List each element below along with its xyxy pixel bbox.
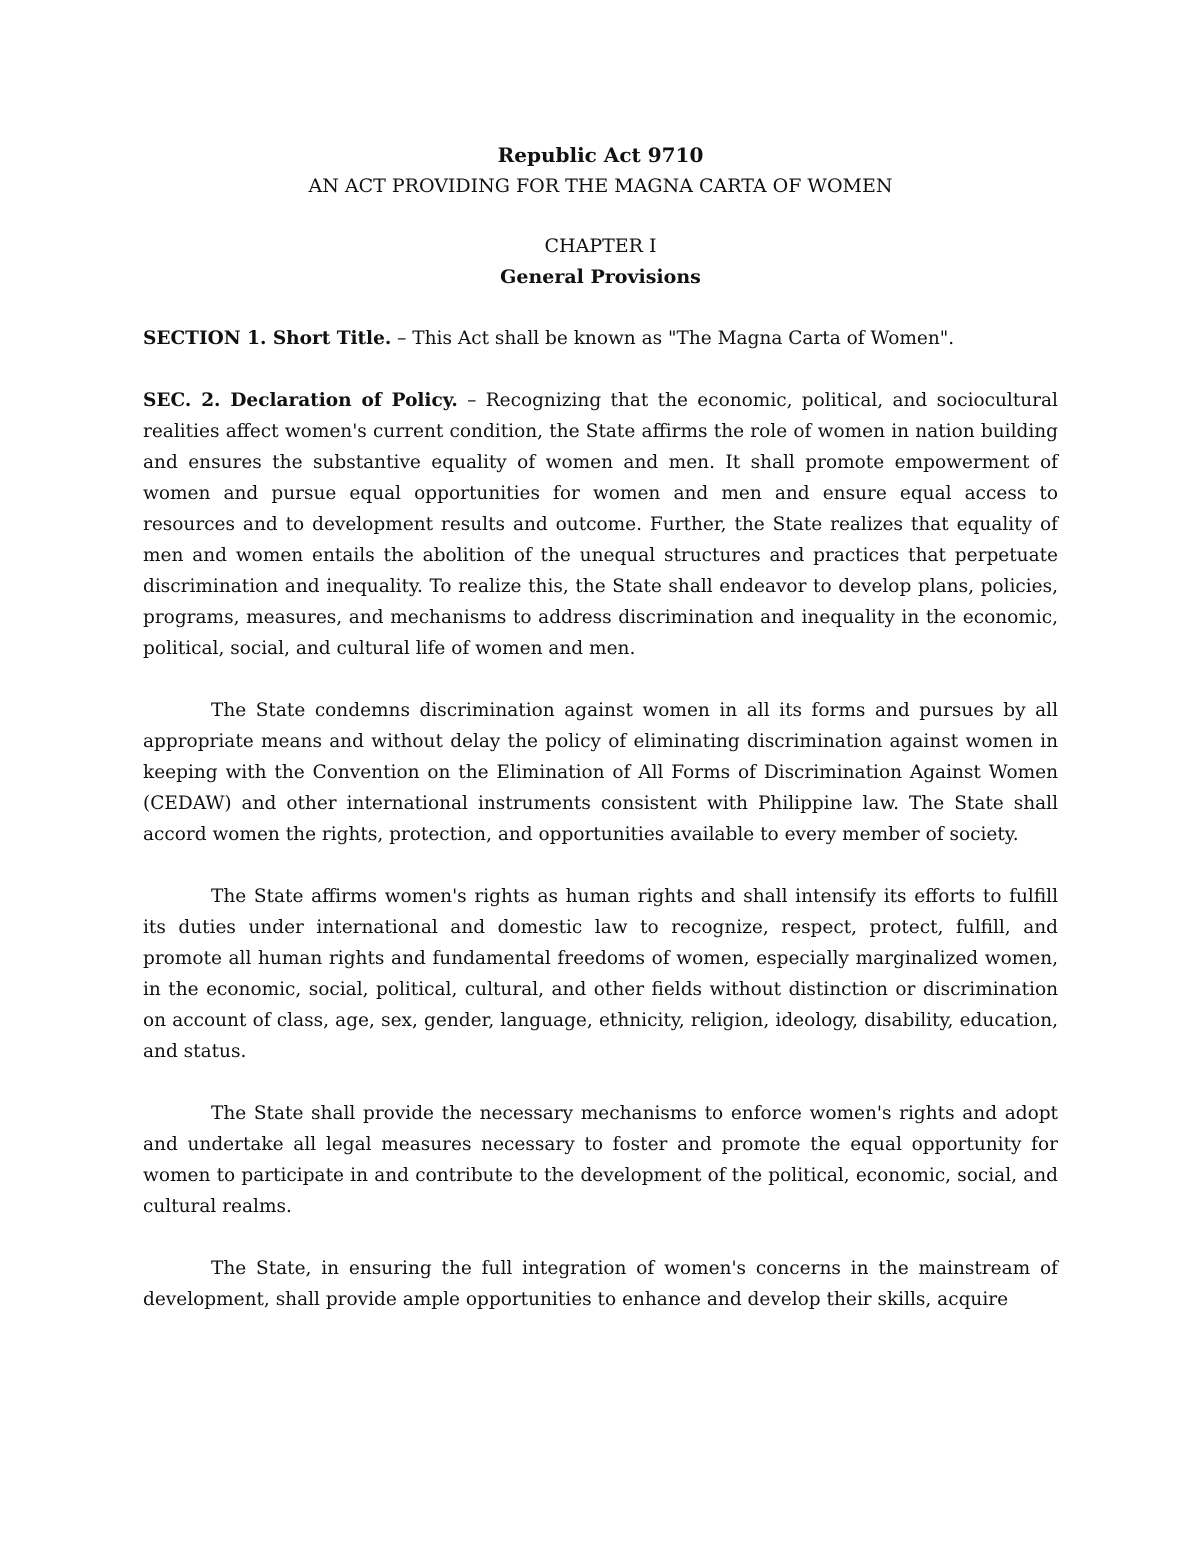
policy-paragraph-4: The State, in ensuring the full integration of women's concerns in the mainstream of development, shall provide ample opportunities to enhance and develop their skills, acquire [143, 1258, 1058, 1310]
section-1-heading: SECTION 1. Short Title. [143, 328, 392, 349]
policy-paragraph-1: The State condemns discrimination against women in all its forms and pursues by all appropriate means and without delay the policy of eliminating discrimination against women in keeping with the Convention on the Elimination of All Forms of Discrimination Against Women (CEDAW) and other international instruments consistent with Philippine law. The State shall accord women the rights, protection, and opportunities available to every member of society. [143, 700, 1058, 845]
section-2-text: – Recognizing that the economic, political, and sociocultural realities affect women's current condition, the State affirms the role of women in nation building and ensures the substantive equality of women and men. It shall promote empowerment of women and pursue equal opportunities for women and men and ensure equal access to resources and to development results and outcome. Further, the State realizes that equality of men and women entails the abolition of the unequal structures and practices that perpetuate discrimination and inequality. To realize this, the State shall endeavor to develop plans, policies, programs, measures, and mechanisms to address discrimination and inequality in the economic, political, social, and cultural life of women and men. [143, 390, 1058, 659]
section-2 [143, 385, 1058, 664]
chapter-heading: CHAPTER I [544, 235, 657, 257]
section-2-heading: SEC. 2. Declaration of Policy. [143, 390, 458, 411]
act-number: Republic Act 9710 [497, 143, 704, 167]
section-1 [143, 323, 1058, 354]
document-page [143, 138, 1058, 1315]
policy-paragraph-3: The State shall provide the necessary mechanisms to enforce women's rights and adopt and undertake all legal measures necessary to foster and promote the equal opportunity for women to participate in and contribute to the development of the political, economic, social, and cultural realms. [143, 1103, 1058, 1217]
act-title: AN ACT PROVIDING FOR THE MAGNA CARTA OF WOMEN [308, 175, 893, 197]
policy-paragraph-2: The State affirms women's rights as human rights and shall intensify its efforts to fulfill its duties under international and domestic law to recognize, respect, protect, fulfill, and promote all human rights and fundamental freedoms of women, especially marginalized women, in the economic, social, political, cultural, and other fields without distinction or discrimination on account of class, age, sex, gender, language, ethnicity, religion, ideology, disability, education, and status. [143, 886, 1058, 1062]
section-1-text: – This Act shall be known as "The Magna Carta of Women". [391, 328, 955, 349]
chapter-title: General Provisions [500, 266, 701, 288]
